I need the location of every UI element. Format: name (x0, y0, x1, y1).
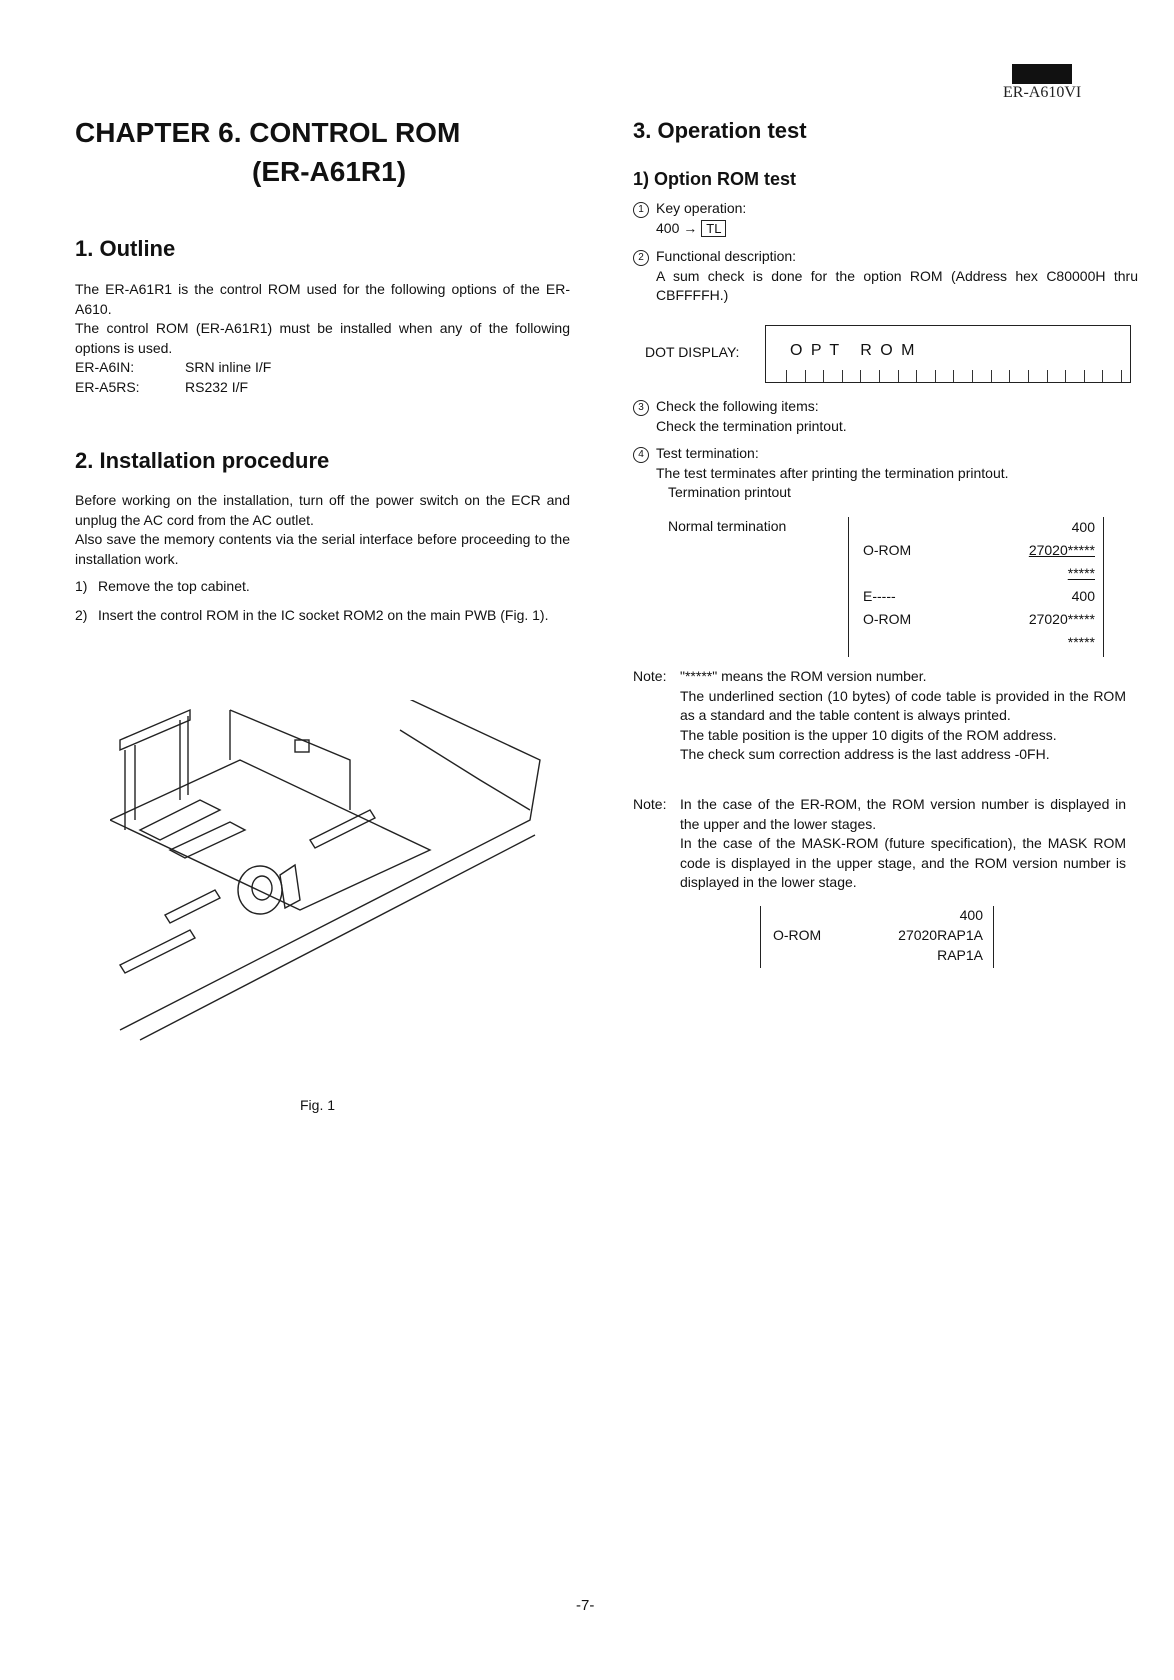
option-desc: SRN inline I/F (185, 359, 272, 375)
cabinet-front-edge (140, 835, 535, 1040)
model-code: ER-A610VI (1003, 84, 1082, 101)
mask-rom-printout: 400 O-ROM 27020RAP1A RAP1A (760, 906, 994, 968)
test-termination-item: 4 Test termination: The test terminates after printing the termination printout. Termination printout (633, 444, 1009, 503)
outline-section (75, 280, 570, 397)
list-item: 1) Remove the top cabinet. (75, 578, 250, 594)
step-marker: 4 (633, 447, 649, 463)
key-operation-item: 1 Key operation: (633, 199, 746, 219)
operation-heading: 3. Operation test (633, 118, 807, 143)
chapter-subtitle: (ER-A61R1) (252, 156, 407, 187)
figure-caption: Fig. 1 (300, 1097, 336, 1113)
note-version-number: Note: "*****" means the ROM version number. The underlined section (10 bytes) of code table is provided in the ROM as a standard and the table content is always printed. The table position is the upper 10 digits of the ROM address. The check sum correction address is the last address -0FH. (633, 668, 1126, 762)
key-sequence: 400 → TL (656, 219, 726, 239)
dot-display-text: O P T R O M (790, 342, 917, 359)
step-marker: 1 (633, 202, 649, 218)
rom-version-underlined: 27020***** (1028, 542, 1095, 558)
chapter-title: CHAPTER 6. CONTROL ROM (75, 117, 461, 148)
header-black-tab (1012, 64, 1072, 84)
pwb-board (110, 760, 430, 910)
connector (310, 810, 375, 848)
installation-section (75, 491, 570, 634)
installation-figure (110, 700, 550, 1060)
outline-paragraph-1: The ER-A61R1 is the control ROM used for the following options of the ER-A610. (75, 281, 570, 317)
termination-printout-label: Termination printout (668, 484, 791, 500)
dot-display-label: DOT DISPLAY: (645, 344, 740, 360)
page-number: -7- (576, 1597, 595, 1614)
ic-socket (170, 822, 245, 858)
installation-steps (75, 577, 570, 625)
list-item: 2) Insert the control ROM in the IC socket ROM2 on the main PWB (Fig. 1). (75, 606, 549, 623)
termination-printout: 400 O-ROM 27020***** ***** E----- 400 O-ROM 27020***** ***** (848, 517, 1104, 657)
option-rom-test-heading: 1) Option ROM test (633, 169, 796, 189)
installation-paragraph-2: Also save the memory contents via the serial interface before proceeding to the installation work. (75, 531, 570, 567)
installation-paragraph-1: Before working on the installation, turn off the power switch on the ECR and unplug the AC cord from the AC outlet. (75, 492, 570, 528)
ic-socket-rom2 (140, 800, 220, 840)
normal-termination-label: Normal termination (668, 518, 787, 534)
outline-heading: 1. Outline (75, 236, 176, 261)
note-er-rom: Note: In the case of the ER-ROM, the ROM version number is displayed in the upper and the lower stages. In the case of the MASK-ROM (future specification), the MASK ROM code is displayed in the upper stage, and the ROM version number is displayed in the lower stage. (633, 796, 1126, 890)
step-marker: 2 (633, 250, 649, 266)
option-list (75, 358, 570, 397)
tl-key-box: TL (701, 220, 726, 237)
buzzer (238, 866, 282, 914)
bracket (230, 710, 350, 810)
functional-description-item: 2 Functional description: A sum check is done for the option ROM (Address hex C80000H thru CBFFFFH.) (633, 247, 1138, 306)
step-marker: 3 (633, 400, 649, 416)
option-model: ER-A6IN: (75, 359, 135, 375)
connector (165, 890, 220, 923)
installation-heading: 2. Installation procedure (75, 448, 330, 473)
option-desc: RS232 I/F (185, 378, 249, 395)
check-items-item: 3 Check the following items: Check the termination printout. (633, 397, 847, 436)
connector (120, 930, 195, 973)
outline-paragraph-2: The control ROM (ER-A61R1) must be installed when any of the following options is used. (75, 320, 570, 356)
cabinet-rim (400, 730, 530, 810)
option-model: ER-A5RS: (75, 378, 140, 395)
dot-display (765, 325, 1131, 383)
dot-display-ticks (786, 370, 1122, 382)
